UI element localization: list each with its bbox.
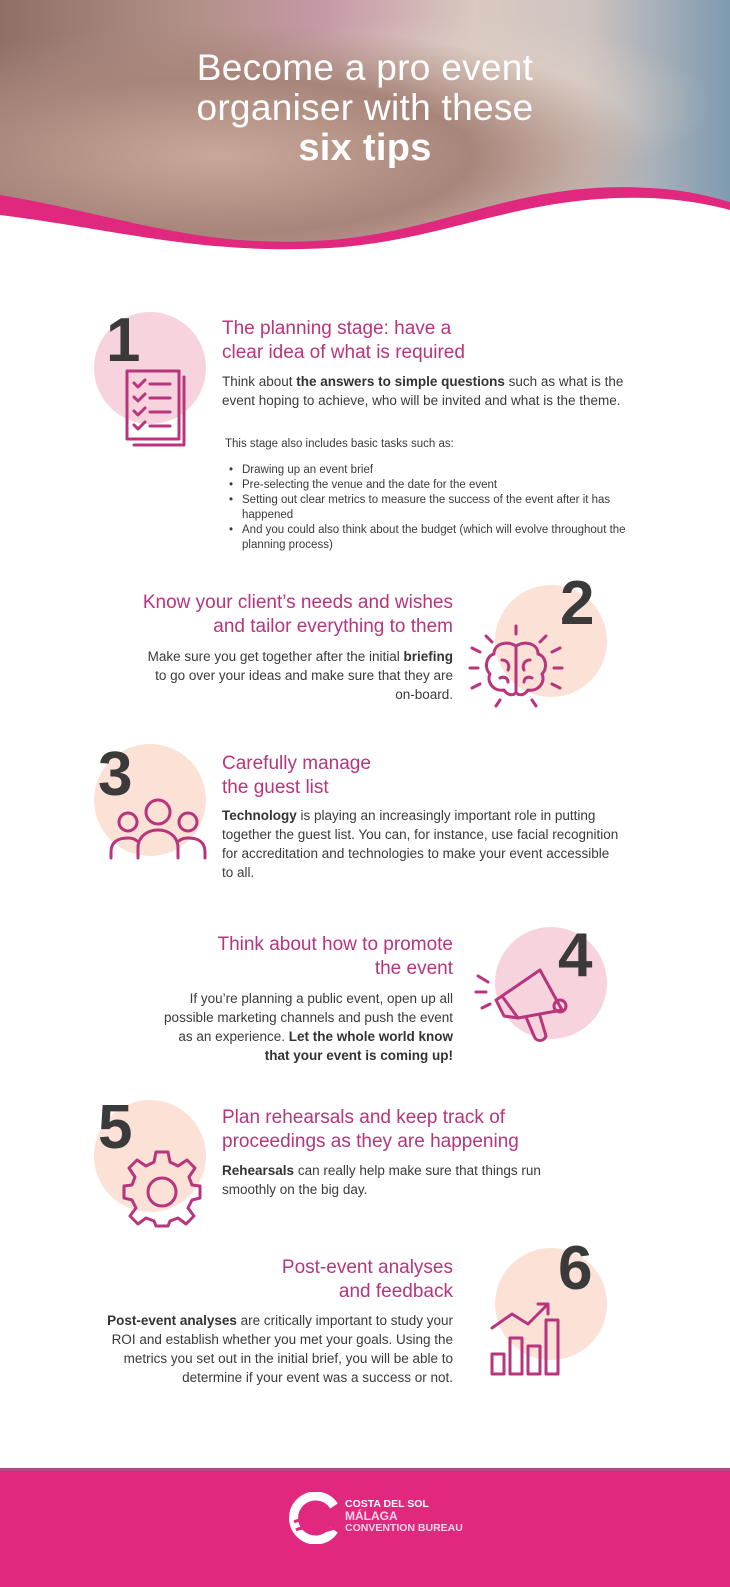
brain-icon [466, 622, 566, 718]
list-item: • Setting out clear metrics to measure the success of the event after it has happened [223, 493, 643, 523]
tip-body: Technology is playing an increasingly important role in putting together the guest list. You can, for instance, use facial recognition for accreditation and technologies to make your event accessible to all. [222, 808, 619, 880]
tip-title: Carefully manage the guest list [222, 753, 371, 798]
people-icon [108, 796, 208, 862]
tip-body: Post-event analyses are critically important to study your ROI and establish whether you met your goals. Using the metrics you set out in the initial brief, you will be able to determine if your event was a success or not. [107, 1313, 453, 1385]
task-list [223, 463, 643, 553]
checklist-icon [124, 368, 190, 450]
page-title [0, 48, 730, 168]
tip-title: Post-event analyses and feedback [281, 1257, 453, 1302]
growth-chart-icon [488, 1298, 568, 1378]
list-item: • Pre-selecting the venue and the date for the event [223, 478, 643, 493]
tip-title: Think about how to promote the event [217, 934, 453, 979]
logo-line-1: COSTA DEL SOL [345, 1498, 429, 1510]
tip-body: If you’re planning a public event, open up all possible marketing channels and push the event as an experience. Let the whole world know that your event is coming up! [164, 991, 453, 1063]
tip-intro: This stage also includes basic tasks such as: [225, 438, 454, 450]
tip-title: The planning stage: have a clear idea of what is required [222, 318, 465, 363]
logo-mark-icon [288, 1492, 340, 1544]
tip-number: 5 [98, 1093, 133, 1162]
title-line-1: Become a pro event [196, 47, 534, 88]
tip-number: 4 [558, 921, 593, 990]
logo-line-2: MÁLAGA [345, 1509, 398, 1523]
list-item: • And you could also think about the budget (which will evolve throughout the planning process) [223, 523, 643, 553]
title-line-2: organiser with these [196, 87, 534, 128]
list-item: • Drawing up an event brief [223, 463, 643, 478]
tip-number: 1 [106, 306, 141, 375]
tip-number: 6 [558, 1234, 593, 1303]
hero-banner [0, 0, 730, 260]
tip-title: Know your client’s needs and wishes and tailor everything to them [142, 592, 453, 637]
tip-number: 3 [98, 740, 133, 809]
title-bold: six tips [298, 127, 432, 169]
megaphone-icon [474, 962, 574, 1048]
tip-body: Make sure you get together after the initial briefing to go over your ideas and make sure that they are on-board. [147, 649, 453, 702]
gear-icon [122, 1148, 202, 1228]
logo-line-3: CONVENTION BUREAU [345, 1522, 463, 1534]
tip-body: Rehearsals can really help make sure that things run smoothly on the big day. [222, 1163, 541, 1197]
wave-divider [0, 170, 730, 260]
tip-title: Plan rehearsals and keep track of proceedings as they are happening [222, 1107, 519, 1152]
tip-body: Think about the answers to simple questions such as what is the event hoping to achieve, who will be invited and what is the theme. [222, 374, 624, 408]
tip-number: 2 [560, 569, 595, 638]
logo-text [345, 1498, 463, 1534]
